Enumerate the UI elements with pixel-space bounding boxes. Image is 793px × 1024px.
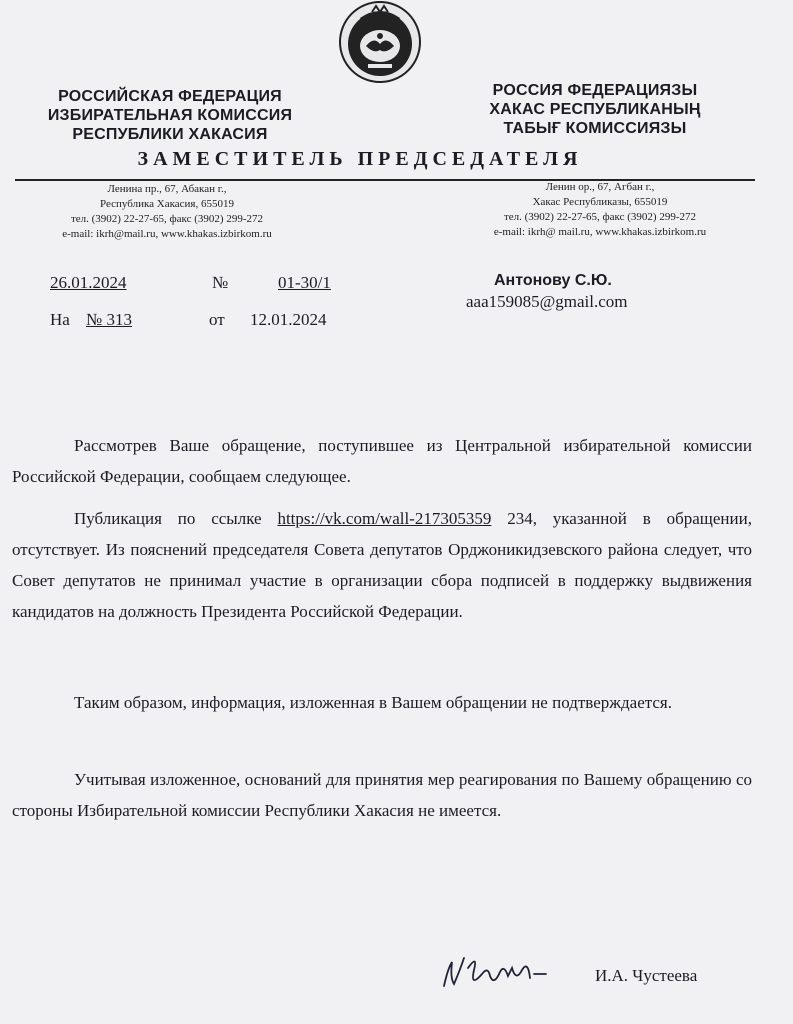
address-line: Ленин ор., 67, Агбан г., [545,181,655,193]
address-line: тел. (3902) 22-27-65, факс (3902) 299-272 [503,211,697,223]
letterhead-title: ЗАМЕСТИТЕЛЬ ПРЕДСЕДАТЕЛЯ [137,148,583,170]
org-name-right [465,81,725,138]
handwritten-signature [438,948,588,998]
body-paragraph: Учитывая изложенное, оснований для принятия мер реагирования по Вашему обращению со стороны Избирательной комиссии Республики Хакасия не имеется. [12,770,752,820]
body-paragraph: Рассмотрев Ваше обращение, поступившее из Центральной избирательной комиссии Российской Федерации, сообщаем следующее. [12,436,752,486]
reply-to-label: На [50,310,70,329]
paragraph-text: 234, указанной в обращении, отсутствует. Из пояснений председателя Совета депутатов Орджоникидзевского района следует, что Совет депутатов не принимал участие в организации сбора подписей в поддержку выдвижения кандидатов на должность Президента Российской Федерации. [12,509,752,621]
reply-from-label: от [209,310,225,329]
paragraph-text: Публикация по ссылке [74,509,278,528]
vk-link[interactable]: https://vk.com/wall-217305359 [277,509,492,528]
recipient-email: aaa159085@gmail.com [466,292,628,311]
address-line: Хакас Республиказы, 655019 [532,196,668,208]
org-name-left [20,87,320,144]
address-line: e-mail: ikrh@mail.ru, www.khakas.izbirkom.ru [62,228,272,240]
body-paragraph [12,503,752,627]
recipient-name: Антонову С.Ю. [494,272,612,289]
address-line: Республика Хакасия, 655019 [100,198,234,210]
org-name-line: РЕСПУБЛИКИ ХАКАСИЯ [72,126,268,143]
org-name-line: ИЗБИРАТЕЛЬНАЯ КОМИССИЯ [47,107,293,124]
signer-name: И.А. Чустеева [595,966,698,985]
letter-date: 26.01.2024 [50,273,127,292]
address-line: e-mail: ikrh@ mail.ru, www.khakas.izbirkom.ru [493,226,707,238]
address-line: тел. (3902) 22-27-65, факс (3902) 299-272 [70,213,264,225]
coat-of-arms-icon [338,0,422,84]
body-paragraph: Таким образом, информация, изложенная в Вашем обращении не подтверждается. [74,693,672,712]
org-name-line: ХАКАС РЕСПУБЛИКАНЫҢ [489,101,701,118]
org-name-line: ТАБЫҒ КОМИССИЯЗЫ [503,120,687,137]
org-name-line: РОССИЯ ФЕДЕРАЦИЯЗЫ [492,82,698,99]
org-name-line: РОССИЙСКАЯ ФЕДЕРАЦИЯ [58,88,282,105]
address-line: Ленина пр., 67, Абакан г., [107,183,227,195]
number-sign: № [212,273,229,292]
address-right [460,180,740,240]
letter-number: 01-30/1 [278,273,331,292]
reply-from-date: 12.01.2024 [250,310,327,329]
address-left [22,182,312,242]
reply-to-number: № 313 [86,310,132,329]
